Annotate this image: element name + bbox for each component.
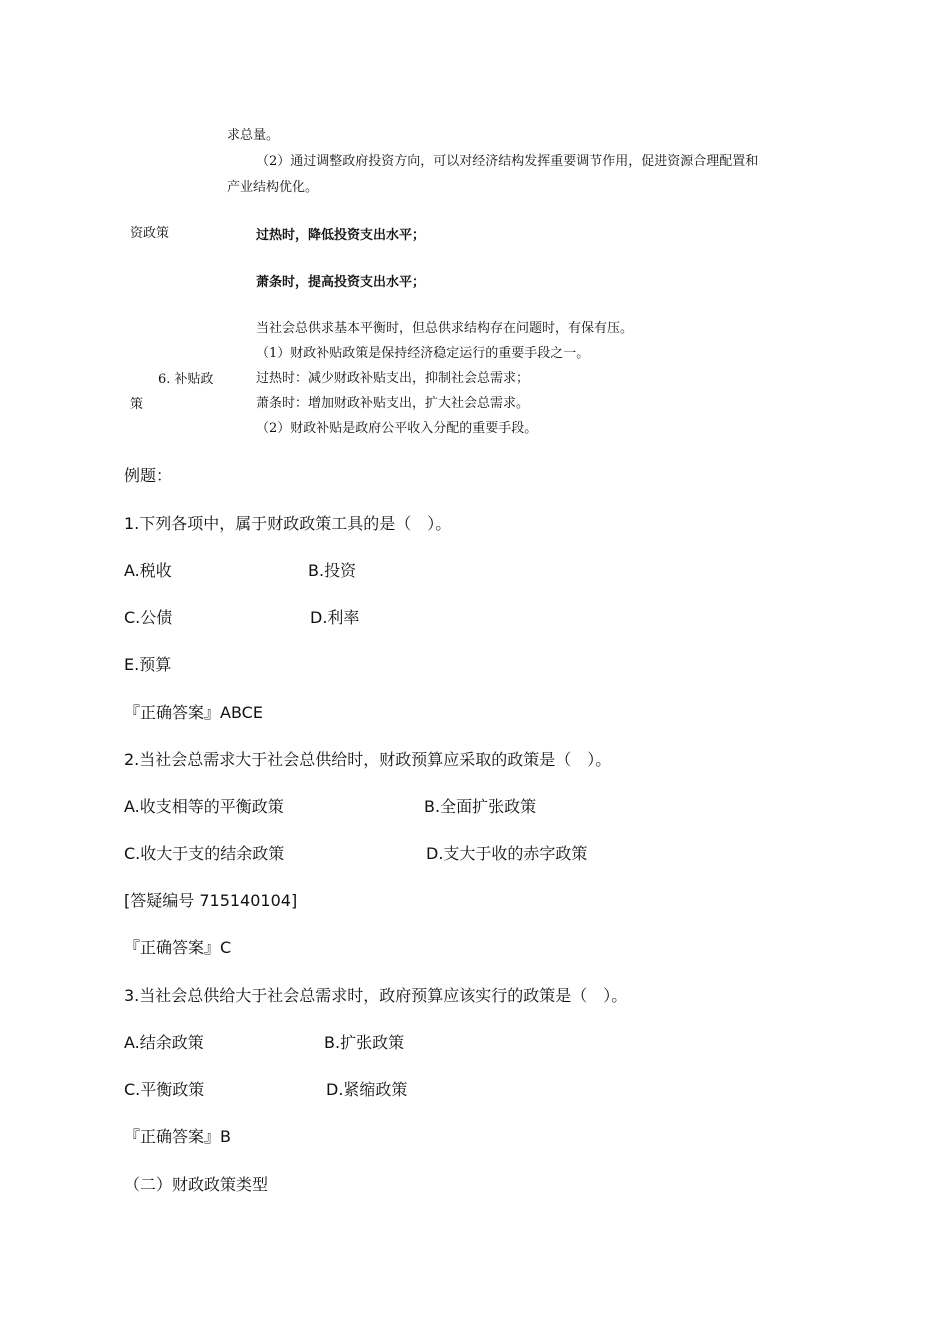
table-subsidy-point1: （1）财政补贴政策是保持经济稳定运行的重要手段之一。 <box>256 346 590 361</box>
table-row-label-subsidy-cont: 策 <box>130 397 144 412</box>
q2-reference-id: [答疑编号 715140104] <box>124 891 298 910</box>
table-subsidy-slump: 萧条时：增加财政补贴支出，扩大社会总需求。 <box>256 396 530 411</box>
section-heading: （二）财政政策类型 <box>124 1175 269 1194</box>
q1-option-a: A.税收 <box>124 561 172 580</box>
q3-answer: 『正确答案』B <box>124 1127 231 1146</box>
q3-option-a: A.结余政策 <box>124 1033 204 1052</box>
q2-option-a: A.收支相等的平衡政策 <box>124 797 284 816</box>
table-point2-line1: （2）通过调整政府投资方向，可以对经济结构发挥重要调节作用，促进资源合理配置和 <box>256 154 759 169</box>
q3-option-b: B.扩张政策 <box>324 1033 405 1052</box>
question-1-stem: 1.下列各项中，属于财政政策工具的是（ ）。 <box>124 514 452 533</box>
question-3-stem: 3.当社会总供给大于社会总需求时，政府预算应该实行的政策是（ ）。 <box>124 986 628 1005</box>
table-subsidy-point2: （2）财政补贴是政府公平收入分配的重要手段。 <box>256 421 538 436</box>
q2-option-b: B.全面扩张政策 <box>424 797 537 816</box>
q3-option-d: D.紧缩政策 <box>326 1080 408 1099</box>
table-row-label-investment: 资政策 <box>130 226 170 241</box>
table-row-label-subsidy: 6. 补贴政 <box>158 372 214 387</box>
table-point2-line2: 产业结构优化。 <box>227 180 319 195</box>
examples-heading: 例题： <box>124 466 173 485</box>
q1-answer: 『正确答案』ABCE <box>124 703 263 722</box>
table-subsidy-overheat: 过热时：减少财政补贴支出，抑制社会总需求； <box>256 371 530 386</box>
table-structure-note: 当社会总供求基本平衡时，但总供求结构存在问题时，有保有压。 <box>256 321 634 336</box>
q3-option-c: C.平衡政策 <box>124 1080 205 1099</box>
q2-option-c: C.收大于支的结余政策 <box>124 844 285 863</box>
table-text-tail: 求总量。 <box>227 128 280 143</box>
q1-option-b: B.投资 <box>308 561 357 580</box>
q2-answer: 『正确答案』C <box>124 938 232 957</box>
q2-option-d: D.支大于收的赤字政策 <box>426 844 588 863</box>
table-slump-investment: 萧条时，提高投资支出水平； <box>256 275 426 290</box>
q1-option-c: C.公债 <box>124 608 173 627</box>
q1-option-e: E.预算 <box>124 655 172 674</box>
table-overheat-investment: 过热时，降低投资支出水平； <box>256 228 426 243</box>
question-2-stem: 2.当社会总需求大于社会总供给时，财政预算应采取的政策是（ ）。 <box>124 750 612 769</box>
q1-option-d: D.利率 <box>310 608 360 627</box>
